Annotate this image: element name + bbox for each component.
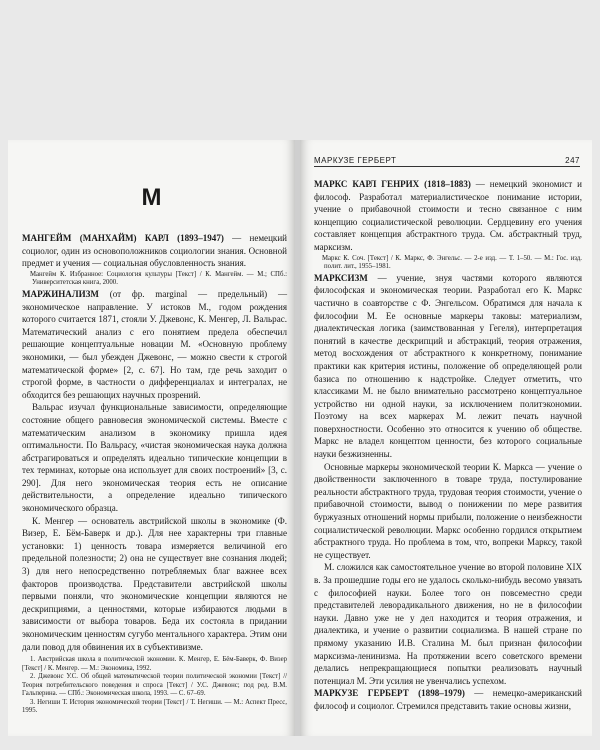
left-text-block <box>22 232 287 716</box>
entry-mannheim <box>22 232 287 270</box>
footnote: 3. Негиши Т. История экономической теории [Текст] / Т. Негиши. — М.: Аспект Пресс, 1995. <box>22 698 287 715</box>
entry-marx <box>314 178 582 254</box>
headword: МАНГЕЙМ (МАНХАЙМ) КАРЛ (1893–1947) <box>22 233 224 243</box>
headword: МАРЖИНАЛИЗМ <box>22 288 99 299</box>
paragraph: К. Менгер — основатель австрийской школы в экономике (Ф. Визер, Е. Бём-Баверк и др.). Для нее характерны три главные установки: 1) ценность товара измеряется величиной его предельной полезности; 2) она не существует вне сознания людей; 3) для него непосредственно потребляемых благ важнее всех факторов производства. Представители австрийской школы первыми поняли, что экономические концепции являются не дескрипциями, а ценностями, которые избираются людьми в зависимости от выбора товаров. Беда их состояла в придании экономическим ценностям сугубо ментального характера. Этим они дали повод для обвинения их в субъективизме. <box>22 515 287 652</box>
entry-marxism <box>314 272 582 461</box>
entry-body: — немецкий экономист и философ. Разработал материалистическое понимание истории, учение о прибавочной стоимости и тесно связанное с ним концепцию социалистической революции. Сердцевину его учения составляет концепция абстрактного труда. См. абстрактный труд, марксизм. <box>314 179 582 252</box>
headword: МАРКУЗЕ ГЕРБЕРТ (1898–1979) <box>314 688 465 699</box>
entry-marcuse <box>314 687 582 712</box>
footnote: 1. Австрийская школа в политической экономии. К. Менгер, Е. Бём-Баверк, Ф. Визер [Текст] / К. Менгер. — М.: Экономика, 1992. <box>22 656 287 672</box>
bibliography-ref: Маркс К. Соч. [Текст] / К. Маркс, Ф. Энгельс. — 2-е изд. — Т. 1–50. — М.: Гос. изд. полит. лит., 1955–1981. <box>322 254 582 271</box>
paragraph: М. сложился как самостоятельное учение во второй половине XIX в. За прошедшие годы его не удалось сколько-нибудь весомо увязать с философией науки. Более того он повсеместно среди представителей леворадикального движения, но не в философии науки. Давно уже не у дел находится и теория отражения, и диалектика, и учение о развитии социализма. В нашей стране по прямому указанию И.В. Сталина М. был признан философии марксизма-ленинизма. На протяжении всего советского времени делались непрекращающиеся попытки реализовать научный потенциал М. Эти усилия не увенчались успехом. <box>314 562 582 686</box>
footnote: 2. Джевонс У.С. Об общей математической теории политической экономии [Текст] // Теория потребительского поведения и спроса [Текст] / У.С. Джевонс; под ред. В.М. Гальперина. — СПб.: Экономическая школа, 1993. — С. 67–69. <box>22 673 287 698</box>
entry-body: — учение, знуя частями которого являются философская и экономическая теории. Разработал его К. Маркс частично в соавторстве с Ф. Энгельсом. Обратимся для начала к философии М. Ее основные маркеры таковы: материализм, диалектическая логика (заимствованная у Гегеля), интерпретация понятий в качестве дескрипций и абстракций, теория отражения, метод восхождения от абстрактного к конкретному, понимание практики как критерия истины, положение об определяющей роли базиса по отношению к надстройке. Следует отметить, что классиками М. не было внимательно рассмотрено концептуальное устройство ни одной науки, за исключением политэкономии. Поэтому на всех маркерах М. лежит печать научной поверхностности. Особенно это относится к учению об обществе. Маркс не владел концептом ценности, без которого социальные науки безжизненны. <box>314 272 582 460</box>
right-text-block <box>314 178 582 713</box>
headword: МАРКСИЗМ <box>314 272 368 283</box>
entry-marginalism <box>22 288 287 401</box>
page-number: 247 <box>565 156 580 165</box>
left-page <box>8 140 295 736</box>
right-page <box>300 140 592 736</box>
running-header <box>314 154 580 167</box>
entry-body: — немецкий социолог, один из основоположников социологии знания. Основной предмет и учения — социальная обусловленность знания. <box>22 233 287 269</box>
entry-body: — немецко-американский философ и социолог. Стремился представить такие основы жизни, <box>314 688 582 711</box>
running-title: МАРКУЗЕ ГЕРБЕРТ <box>314 156 397 165</box>
bibliography-ref: Мангейм К. Избранное: Социология культуры [Текст] / К. Мангейм. — М.; СПб.: Университетская книга, 2000. <box>30 270 287 287</box>
entry-body: (от фр. marginal — предельный) — экономическое направление. У истоков М., годом рождения которого считается 1871, стояли У. Джевонс, К. Менгер, Л. Вальрас. Математический анализ с его понятием предела обеспечил решающие концептуальные новации М. «Основную проблему экономики, — был убежден Джевонс, — можно свести к строгой математической форме» [2, с. 67]. Но там, где речь заходит о строгой форме, в частности о дифференциалах и интегралах, не обходится без решающих научных прозрений. <box>22 288 287 400</box>
footnotes <box>22 656 287 716</box>
headword: МАРКС КАРЛ ГЕНРИХ (1818–1883) <box>314 179 471 189</box>
section-letter: М <box>141 184 162 211</box>
paragraph: Вальрас изучал функциональные зависимости, определяющие состояние общего равновесия экономической системы. Вместе с математическим анализом в экономику пришла идея оптимальности. По Вальрасу, «чистая экономическая наука должна абстрагироваться и определять идеально типические концепции в тех терминах, которые она использует для своих построений» [3, с. 290]. Для него экономическая теория есть не описание действительности, а определение идеально типического экономического образца. <box>22 402 287 514</box>
paragraph: Основные маркеры экономической теории К. Маркса — учение о двойственности заключенного в товаре труда, постулирование реальности абстрактного труда, трудовая теория стоимости, учение о прибавочной стоимости, вывод о понижении по мере развития буржуазных отношений нормы прибыли, положение о неизбежности социалистической революции. Маркс особенно гордился открытием абстрактного труда. Но проблема в том, что, вопреки Марксу, такой не существует. <box>314 461 582 560</box>
